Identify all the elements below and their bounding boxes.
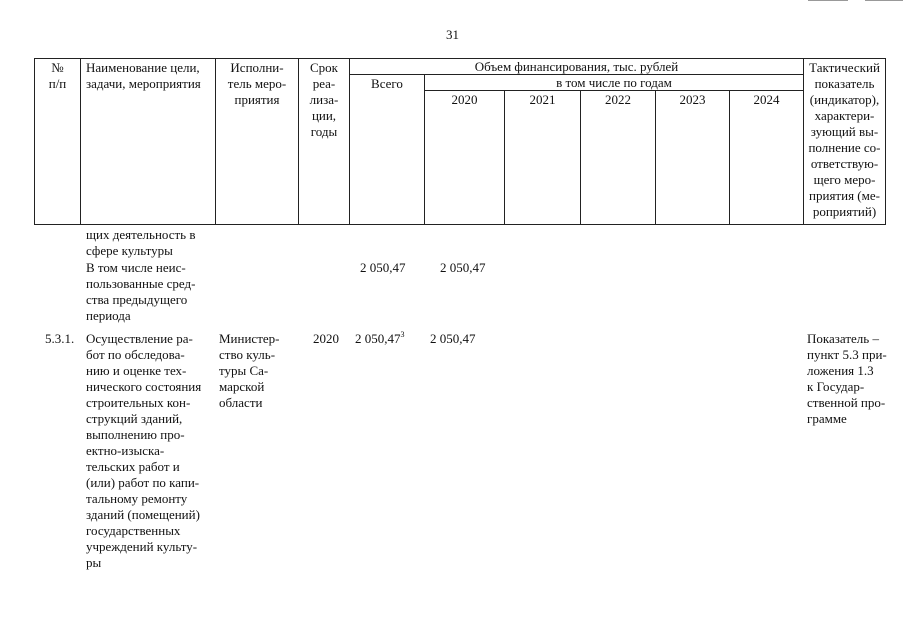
item-executor: Министер- ство куль- туры Са- марской области [219, 331, 280, 410]
header-year: 2024 [753, 92, 780, 107]
item-total-cell [355, 331, 405, 347]
header-by-years: в том числе по годам [556, 75, 672, 90]
item-total-footnote: 3 [400, 330, 405, 339]
item-2020: 2 050,47 [430, 331, 476, 346]
table-col-line [80, 58, 81, 225]
row-sub-total: 2 050,47 [360, 260, 406, 275]
header-year: 2020 [451, 92, 478, 107]
item-name: Осуществление ра- бот по обследова- нию и оценке тех- нического состояния строительных кон- струкций зданий, выполнению про- ектно-изыска- тельских работ и (или) работ по капи- тальному ремонту зданий (помещений) государственных учреждений культу- ры [86, 331, 202, 570]
header-funding: Объем финансирования, тыс. рублей [474, 59, 679, 74]
header-name: Наименование цели, задачи, мероприятия [86, 60, 201, 91]
row-sub-2020: 2 050,47 [440, 260, 486, 275]
table-col-line [655, 90, 656, 225]
header-total: Всего [371, 76, 403, 91]
header-year: 2021 [529, 92, 556, 107]
table-col-line [580, 90, 581, 225]
scan-mark [808, 0, 848, 1]
item-indicator: Показатель – пункт 5.3 при- ложения 1.3 к Государ- ственной про- грамме [807, 331, 887, 426]
header-year: 2023 [679, 92, 706, 107]
header-indicator: Тактический показатель (индикатор), характери- зующий вы- полнение со- ответствую- щего меро- приятия (ме- роприятий) [808, 60, 881, 219]
item-number: 5.3.1. [45, 331, 75, 346]
page-number: 31 [446, 27, 459, 42]
header-term: Срок реа- лиза- ции, годы [309, 60, 339, 139]
scan-mark [865, 0, 903, 1]
header-num: № п/п [48, 60, 67, 91]
table-border-right [885, 58, 886, 225]
header-year: 2022 [605, 92, 631, 107]
row-sub-label: В том числе неис- пользованные сред- ства предыдущего периода [86, 260, 196, 323]
table-col-line [504, 90, 505, 225]
header-executor: Исполни- тель меро- приятия [227, 60, 287, 107]
item-term: 2020 [313, 331, 339, 346]
table-header-bottom [34, 224, 885, 225]
row-continuation-text: щих деятельность в сфере культуры [86, 227, 196, 258]
table-col-line [729, 90, 730, 225]
item-total: 2 050,47 [355, 331, 401, 346]
